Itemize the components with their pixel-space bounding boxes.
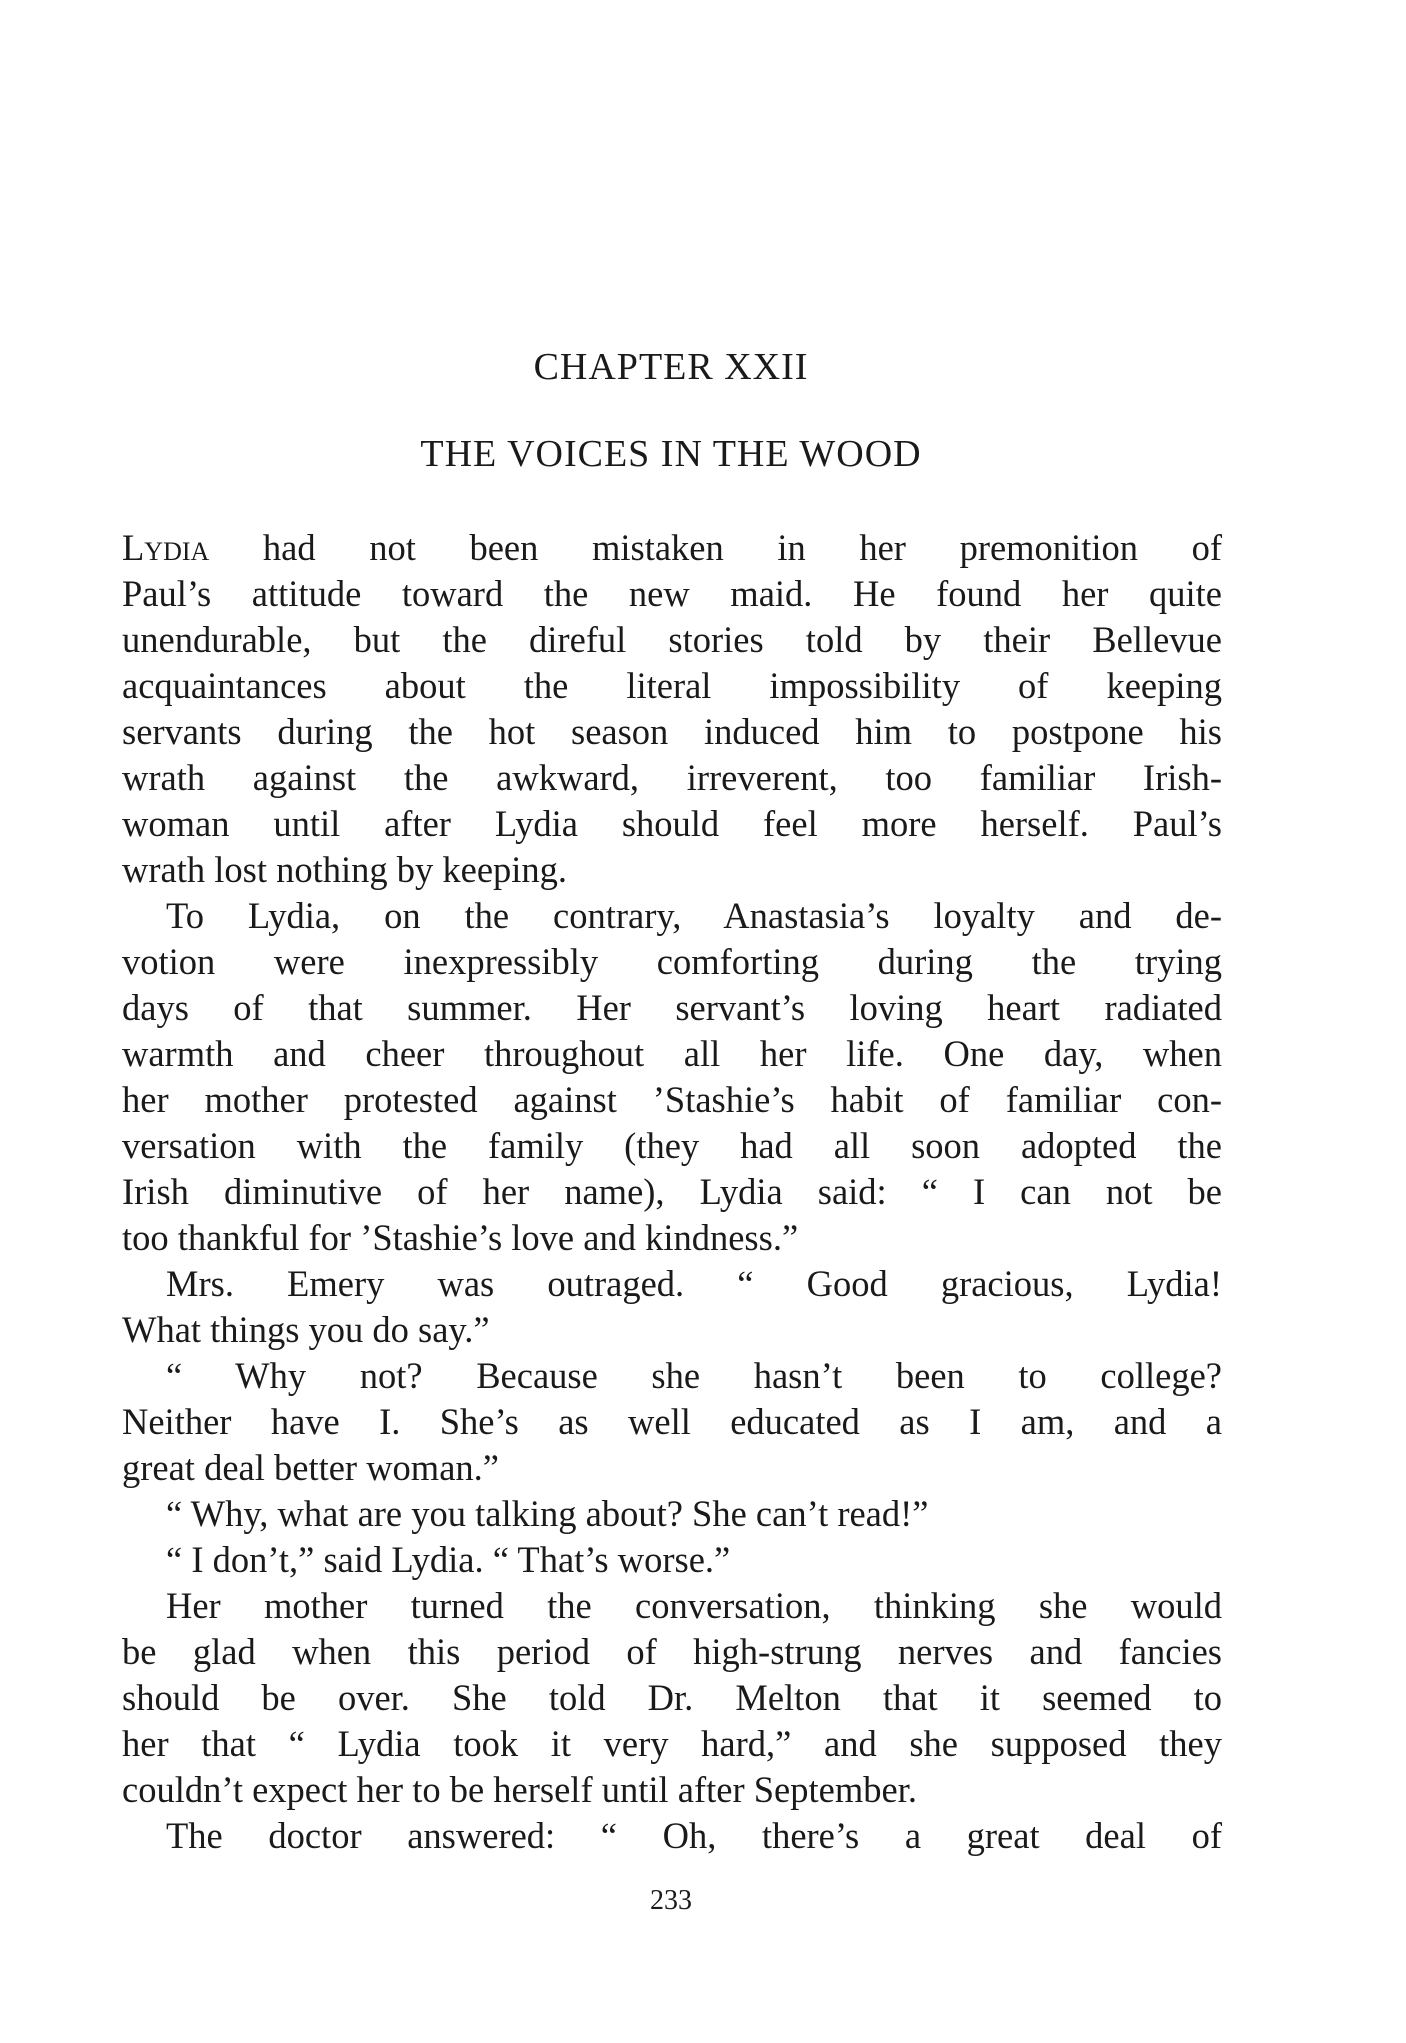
text-line: her mother protested against ’Stashie’s habit of familiar con- bbox=[122, 1079, 1222, 1120]
text-line: “ Why, what are you talking about? She can’t read!” bbox=[166, 1493, 929, 1534]
text-line: unendurable, but the direful stories told by their Bellevue bbox=[122, 619, 1222, 660]
text-line: Paul’s attitude toward the new maid. He found her quite bbox=[122, 573, 1222, 614]
text-line: Her mother turned the conversation, thinking she would bbox=[166, 1585, 1222, 1626]
text-line: The doctor answered: “ Oh, there’s a great deal of bbox=[166, 1815, 1222, 1856]
text-line: To Lydia, on the contrary, Anastasia’s loyalty and de- bbox=[166, 895, 1222, 936]
text-line: Neither have I. She’s as well educated as I am, and a bbox=[122, 1401, 1222, 1442]
text-line: be glad when this period of high-strung nerves and fancies bbox=[122, 1631, 1222, 1672]
text-line: “ I don’t,” said Lydia. “ That’s worse.” bbox=[166, 1539, 731, 1580]
body-text bbox=[122, 525, 1222, 1859]
text-line: days of that summer. Her servant’s loving heart radiated bbox=[122, 987, 1222, 1028]
chapter-number: CHAPTER XXII bbox=[533, 346, 809, 388]
text-line: too thankful for ’Stashie’s love and kindness.” bbox=[122, 1217, 799, 1258]
text-line: should be over. She told Dr. Melton that it seemed to bbox=[122, 1677, 1222, 1718]
text-line: servants during the hot season induced him to postpone his bbox=[122, 711, 1222, 752]
text-line: acquaintances about the literal impossibility of keeping bbox=[122, 665, 1222, 706]
drop-word: Lydia bbox=[122, 527, 210, 568]
text-line: Lydia had not been mistaken in her premonition of bbox=[122, 527, 1222, 568]
text-line: great deal better woman.” bbox=[122, 1447, 499, 1488]
text-line: Mrs. Emery was outraged. “ Good gracious, Lydia! bbox=[166, 1263, 1222, 1304]
chapter-title: THE VOICES IN THE WOOD bbox=[420, 433, 922, 475]
text-line: her that “ Lydia took it very hard,” and she supposed they bbox=[122, 1723, 1222, 1764]
text-line: Irish diminutive of her name), Lydia said: “ I can not be bbox=[122, 1171, 1222, 1212]
text-line: versation with the family (they had all soon adopted the bbox=[122, 1125, 1222, 1166]
text-line: votion were inexpressibly comforting during the trying bbox=[122, 941, 1222, 982]
text-line: “ Why not? Because she hasn’t been to college? bbox=[166, 1355, 1222, 1396]
text-line: woman until after Lydia should feel more herself. Paul’s bbox=[122, 803, 1222, 844]
text-line: warmth and cheer throughout all her life. One day, when bbox=[122, 1033, 1222, 1074]
text-line: couldn’t expect her to be herself until after September. bbox=[122, 1769, 917, 1810]
text-line: What things you do say.” bbox=[122, 1309, 490, 1350]
page-number: 233 bbox=[650, 1885, 692, 1916]
text-line: wrath against the awkward, irreverent, too familiar Irish- bbox=[122, 757, 1222, 798]
text-line: wrath lost nothing by keeping. bbox=[122, 849, 568, 890]
